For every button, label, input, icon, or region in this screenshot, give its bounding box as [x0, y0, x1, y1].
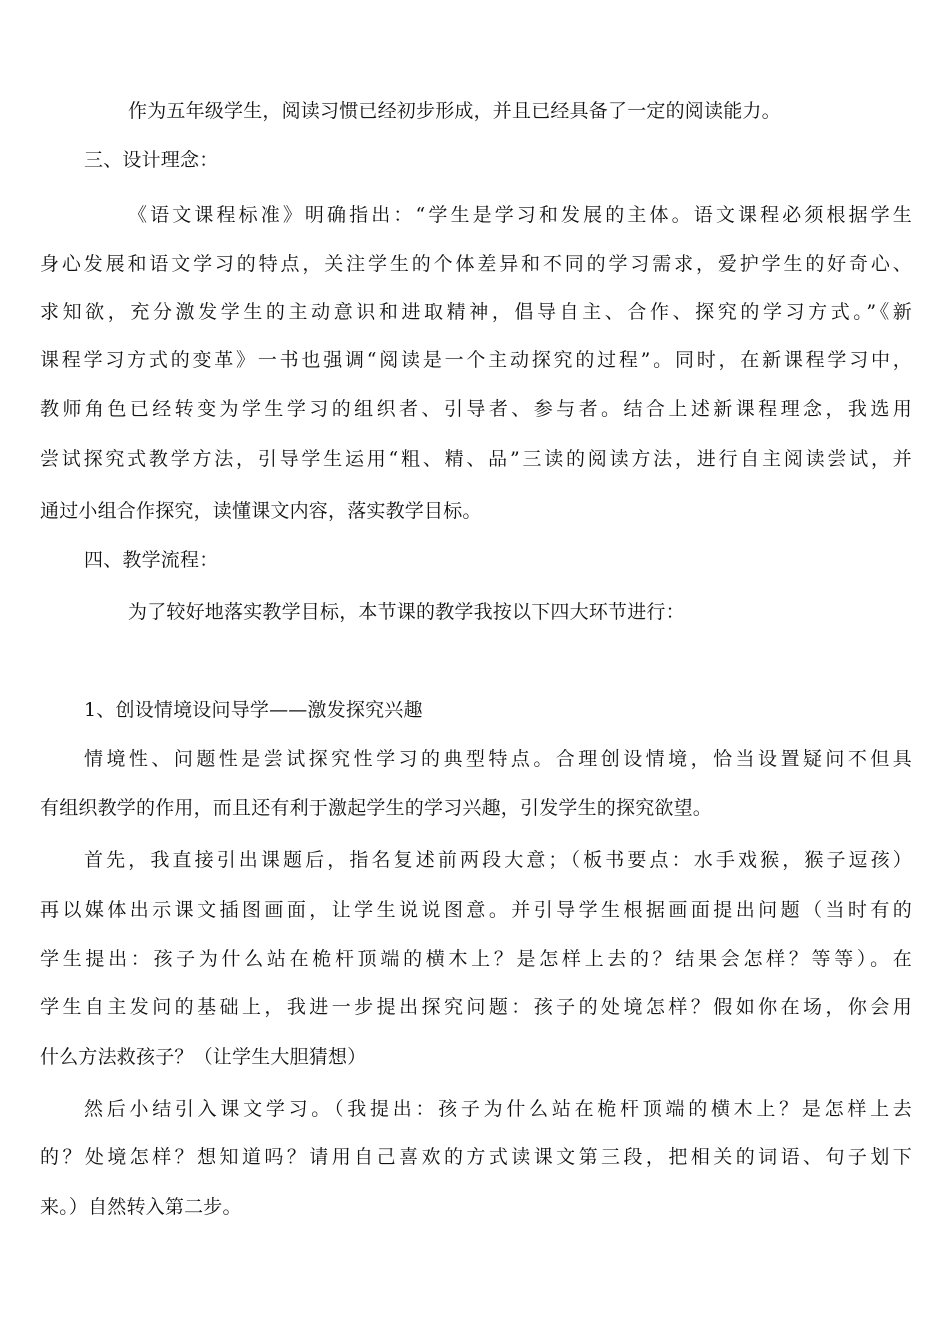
paragraph-line: 然后小结引入课文学习。（我提出：孩子为什么站在桅杆顶端的横木上？是怎样上去: [84, 1098, 912, 1120]
paragraph-line: 课程学习方式的变革》一书也强调“阅读是一个主动探究的过程”。同时，在新课程学习中，: [40, 349, 912, 371]
paragraph-line: 什么方法救孩子？（让学生大胆猜想）: [40, 1046, 367, 1068]
document-page: [40, 0, 912, 1344]
paragraph-line: 来。）自然转入第二步。: [40, 1196, 242, 1218]
paragraph-line: 学生自主发问的基础上，我进一步提出探究问题：孩子的处境怎样？假如你在场，你会用: [40, 996, 912, 1018]
paragraph-line: 作为五年级学生，阅读习惯已经初步形成，并且已经具备了一定的阅读能力。: [128, 100, 781, 122]
paragraph-line: 通过小组合作探究，读懂课文内容，落实教学目标。: [40, 500, 482, 522]
paragraph-line: 情境性、问题性是尝试探究性学习的典型特点。合理创设情境，恰当设置疑问不但具: [84, 748, 912, 770]
subsection-heading-step-1: 1、创设情境设问导学——激发探究兴趣: [84, 699, 423, 721]
paragraph-line: 《语文课程标准》明确指出：“学生是学习和发展的主体。语文课程必须根据学生: [128, 204, 912, 226]
paragraph-line: 再以媒体出示课文插图画面，让学生说说图意。并引导学生根据画面提出问题（当时有的: [40, 899, 912, 921]
paragraph-line: 的？处境怎样？想知道吗？请用自己喜欢的方式读课文第三段，把相关的词语、句子划下: [40, 1146, 912, 1168]
paragraph-line: 学生提出：孩子为什么站在桅杆顶端的横木上？是怎样上去的？结果会怎样？等等）。在: [40, 948, 912, 970]
section-heading-teaching-process: 四、教学流程：: [84, 549, 219, 571]
paragraph-line: 身心发展和语文学习的特点，关注学生的个体差异和不同的学习需求，爱护学生的好奇心、: [40, 253, 912, 275]
paragraph-line: 为了较好地落实教学目标，本节课的教学我按以下四大环节进行：: [128, 601, 685, 623]
paragraph-line: 尝试探究式教学方法，引导学生运用“粗、精、品”三读的阅读方法，进行自主阅读尝试，并: [40, 448, 912, 470]
paragraph-line: 教师角色已经转变为学生学习的组织者、引导者、参与者。结合上述新课程理念，我选用: [40, 398, 912, 420]
section-heading-design-concept: 三、设计理念：: [84, 149, 219, 171]
paragraph-line: 有组织教学的作用，而且还有利于激起学生的学习兴趣，引发学生的探究欲望。: [40, 797, 713, 819]
paragraph-line: 求知欲，充分激发学生的主动意识和进取精神，倡导自主、合作、探究的学习方式。”《新: [40, 301, 912, 323]
paragraph-line: 首先，我直接引出课题后，指名复述前两段大意；（板书要点：水手戏猴，猴子逗孩）: [84, 849, 912, 871]
